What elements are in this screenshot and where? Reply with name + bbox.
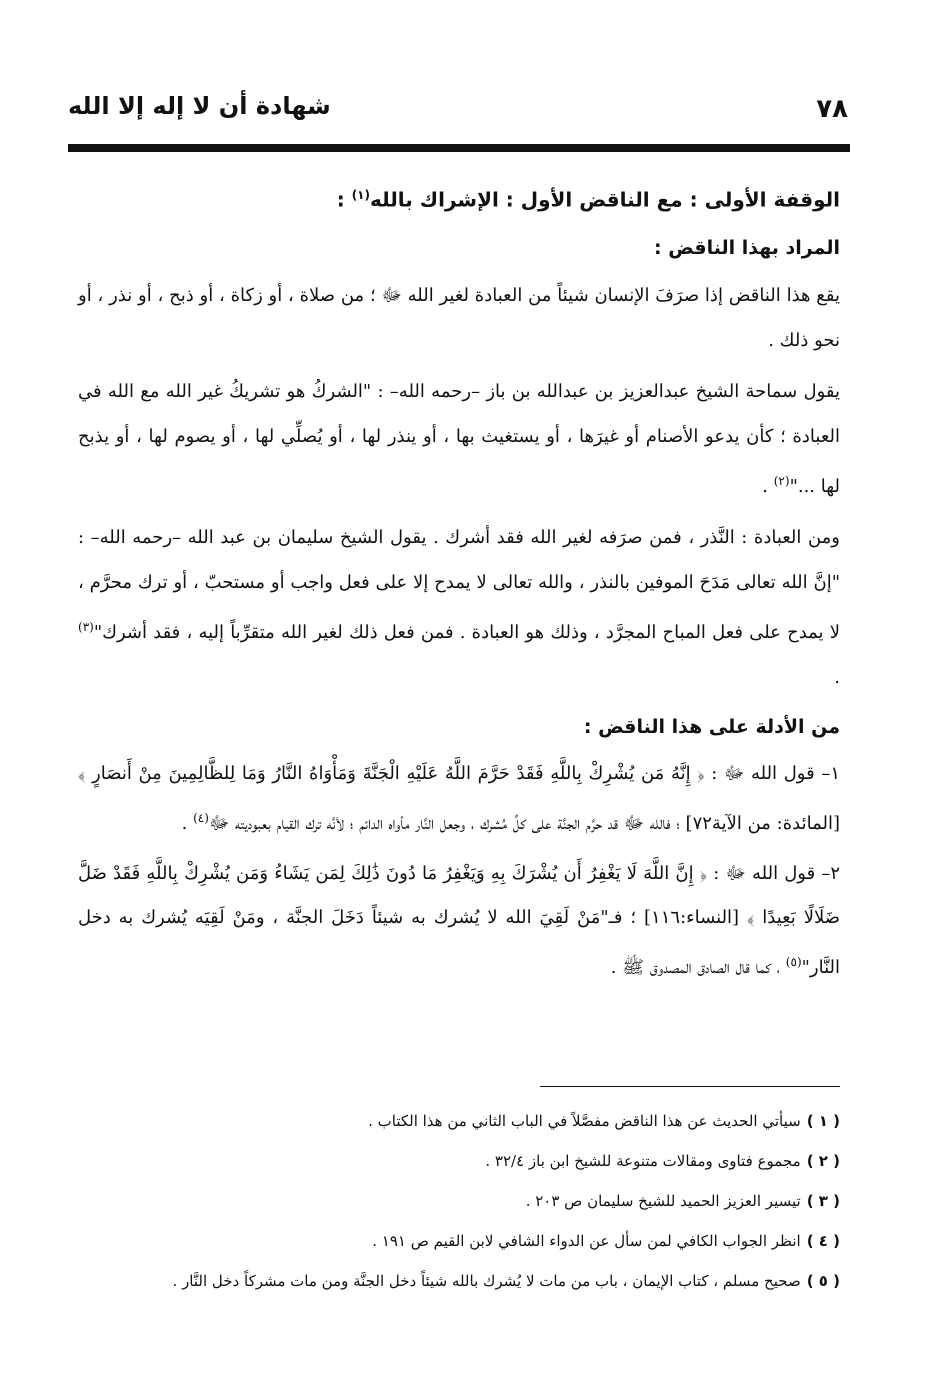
section-heading-text: الوقفة الأولى : مع الناقض الأول : الإشراك بالله — [369, 187, 840, 212]
footnotes — [78, 1086, 840, 1301]
footnote-item — [78, 1141, 840, 1181]
footnote-item — [78, 1101, 840, 1141]
footnote-text: سيأتي الحديث عن هذا الناقض مفصَّلاً في الباب الثاني من هذا الكتاب . — [368, 1112, 801, 1130]
evidence-item-1-text: ١– قول الله ﷻ : ﴿ إِنَّهُ مَن يُشْرِكْ بِاللَّهِ فَقَدْ حَرَّمَ اللَّهُ عَلَيْهِ الْجَنَّةَ وَمَأْوَاهُ النَّارُ وَمَا لِلظَّالِمِينَ مِنْ أَنصَارٍ ﴾ [المائدة: من الآية٧٢] ؛ فالله ﷻ قد حرَّم الجنَّة على كلِّ مُشرك ، وجعل النَّار مأواه الدائم ؛ لأنَّه ترك القيام بعبوديته ﷻ — [78, 762, 840, 834]
evidence-item-2-tail: ، كما قال الصادق المصدوق ﷺ . — [610, 956, 786, 978]
evidence-item-1 — [78, 752, 840, 846]
footnote-ref-4: (٤) — [193, 810, 209, 825]
footnote-ref-2: (٢) — [773, 473, 790, 488]
paragraph-nadhr-text: ومن العبادة : النَّذر ، فمن صرَفه لغير الله فقد أشرك . يقول الشيخ سليمان بن عبد الله –رحمه الله– : "إنَّ الله تعالى مَدَحَ الموفين بالنذر ، والله تعالى لا يمدح إلا على فعل واجب أو مستحبّ ، أو ترك محرَّم ، لا يمدح على فعل المباح المجرَّد ، وذلك هو العبادة . فمن فعل ذلك لغير الله متقرِّباً إليه ، فقد أشرك" — [78, 526, 840, 643]
subheading-meaning: المراد بهذا الناقض : — [654, 236, 840, 259]
footnote-text: صحيح مسلم ، كتاب الإيمان ، باب من مات لا يُشرك بالله شيئاً دخل الجنَّة ومن مات مشركاً دخل النَّار . — [172, 1272, 801, 1290]
page-number: ٧٨ — [816, 94, 848, 124]
paragraph-ibn-baz-text: يقول سماحة الشيخ عبدالعزيز بن عبدالله بن باز –رحمه الله– : "الشركُ هو تشريكُ غير الله مع الله في العبادة ؛ كأن يدعو الأصنام أو غيرَها ، أو يستغيث بها ، أو ينذر لها ، أو يُصلِّي لها ، أو يصوم لها ، أو يذبح لها ..." — [78, 380, 840, 497]
paragraph-nadhr-tail: . — [834, 666, 840, 688]
paragraph-ibn-baz-tail: . — [762, 475, 774, 497]
footnote-ref-3: (٣) — [78, 619, 94, 634]
footnote-number: ( ٥ ) — [806, 1272, 840, 1290]
footnote-item — [78, 1261, 840, 1301]
subheading-evidence: من الأدلة على هذا الناقض : — [583, 715, 840, 738]
footnote-text: مجموع فتاوى ومقالات متنوعة للشيخ ابن باز ٣٢/٤ . — [485, 1152, 801, 1170]
paragraph-ibn-baz — [78, 369, 840, 509]
running-title: شهادة أن لا إله إلا الله — [68, 92, 331, 120]
section-heading — [78, 180, 840, 215]
evidence-item-2 — [78, 852, 840, 990]
evidence-item-1-tail: . — [181, 812, 194, 834]
footnote-rule — [540, 1086, 840, 1087]
footnote-text: تيسير العزيز الحميد للشيخ سليمان ص ٢٠٣ . — [525, 1192, 801, 1210]
page-body — [78, 180, 840, 996]
evidence-item-2-text: ٢– قول الله ﷻ : ﴿ إِنَّ اللَّهَ لَا يَغْفِرُ أَن يُشْرَكَ بِهِ وَيَغْفِرُ مَا دُونَ ذَٰلِكَ لِمَن يَشَاءُ وَمَن يُشْرِكْ بِاللَّهِ فَقَدْ ضَلَّ ضَلَالًا بَعِيدًا ﴾ [النساء:١١٦] ؛ فـ"مَنْ لَقِيَ الله لا يُشرك به شيئاً دَخَلَ الجنَّة ، ومَنْ لَقِيَه يُشرك به دخل النَّار" — [78, 862, 840, 978]
footnote-number: ( ٢ ) — [806, 1152, 840, 1170]
footnote-item — [78, 1181, 840, 1221]
footnote-item — [78, 1221, 840, 1261]
footnote-ref-5: (٥) — [785, 954, 802, 969]
footnote-ref-1: (١) — [351, 188, 370, 202]
footnote-number: ( ٤ ) — [806, 1232, 840, 1250]
section-heading-tail: : — [336, 187, 352, 212]
page-header — [68, 88, 848, 134]
footnote-text: انظر الجواب الكافي لمن سأل عن الدواء الشافي لابن القيم ص ١٩١ . — [372, 1232, 801, 1250]
paragraph-meaning: يقع هذا الناقض إذا صرَفَ الإنسان شيئاً من العبادة لغير الله ﷻ ؛ من صلاة ، أو زكاة ، أو ذبح ، أو نذر ، أو نحو ذلك . — [78, 284, 840, 351]
header-rule — [68, 144, 850, 152]
footnote-number: ( ٣ ) — [806, 1192, 840, 1210]
footnote-number: ( ١ ) — [806, 1112, 840, 1130]
paragraph-nadhr — [78, 515, 840, 700]
